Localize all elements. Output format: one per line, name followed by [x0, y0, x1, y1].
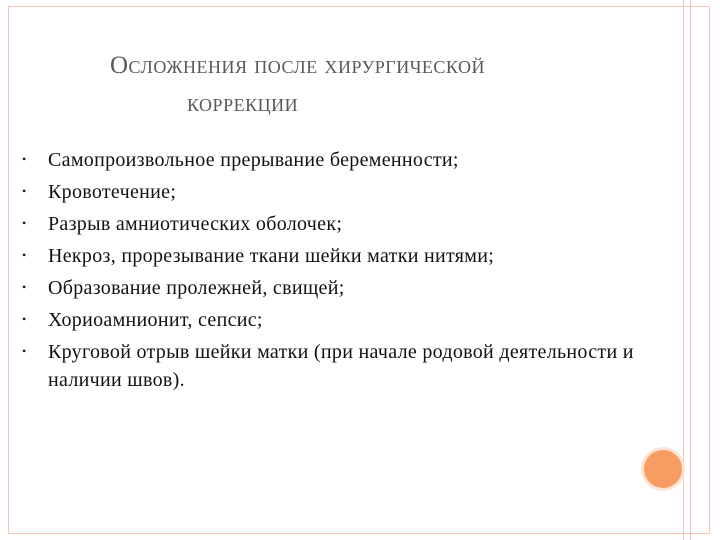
complications-list [22, 144, 662, 396]
slide-title [110, 50, 590, 120]
list-item-text: Круговой отрыв шейки матки (при начале родовой деятельности и наличии швов). [48, 341, 634, 391]
decorative-vertical-line [683, 0, 684, 540]
bullet-icon: • [22, 312, 27, 326]
list-item [22, 272, 662, 304]
bullet-icon: • [22, 152, 27, 166]
bullet-icon: • [22, 344, 27, 358]
orange-circle-decoration [641, 447, 685, 491]
list-item [22, 208, 662, 240]
slide-title-line-1: Осложнения после хирургической [110, 52, 485, 79]
bullet-icon: • [22, 184, 27, 198]
list-item-text: Образование пролежней, свищей; [48, 277, 345, 299]
decorative-vertical-line [690, 0, 691, 540]
list-item-text: Разрыв амниотических оболочек; [48, 213, 343, 235]
slide-title-line-2: коррекции [187, 90, 299, 117]
list-item [22, 144, 662, 176]
list-item-text: Самопроизвольное прерывание беременности; [48, 149, 459, 171]
bullet-icon: • [22, 248, 27, 262]
list-item [22, 176, 662, 208]
list-item-text: Хориоамнионит, сепсис; [48, 309, 263, 331]
list-item [22, 240, 662, 272]
list-item-text: Кровотечение; [48, 181, 177, 203]
bullet-icon: • [22, 216, 27, 230]
list-item [22, 304, 662, 336]
list-item-text: Некроз, прорезывание ткани шейки матки нитями; [48, 245, 495, 267]
list-item [22, 336, 662, 396]
bullet-icon: • [22, 280, 27, 294]
